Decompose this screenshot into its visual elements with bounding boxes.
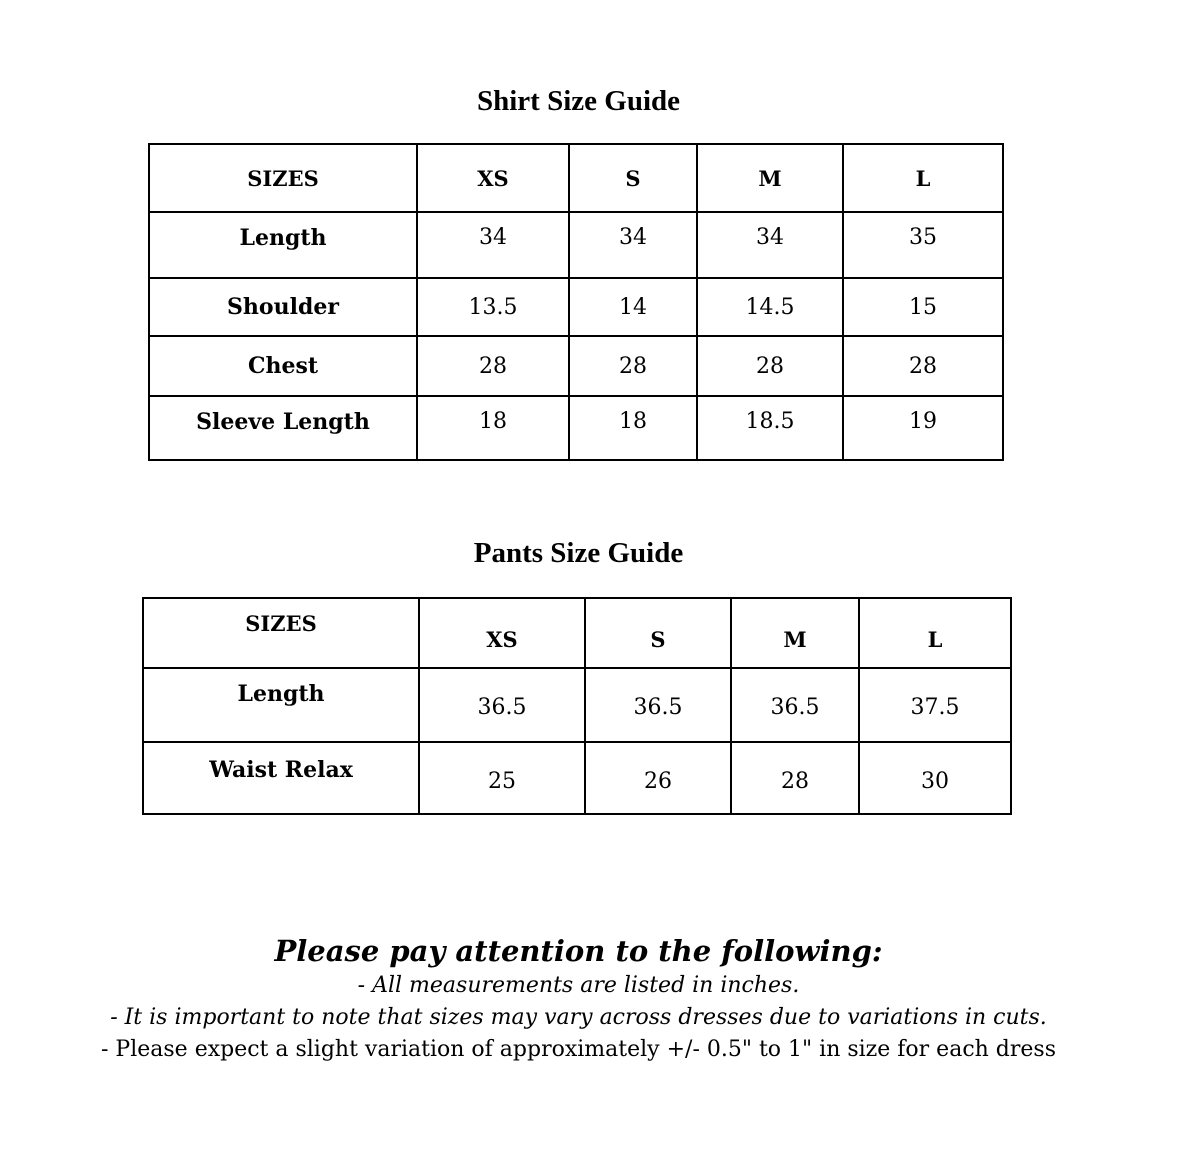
table-row bbox=[149, 336, 1003, 396]
table-row bbox=[143, 668, 1011, 742]
pants-cell: 25 bbox=[419, 742, 585, 814]
pants-header-sizes: SIZES bbox=[143, 598, 419, 668]
shirt-row-label: Chest bbox=[149, 336, 417, 396]
shirt-header-row bbox=[149, 144, 1003, 212]
shirt-cell: 28 bbox=[843, 336, 1003, 396]
shirt-header-s: S bbox=[569, 144, 697, 212]
pants-size-guide-title: Pants Size Guide bbox=[473, 537, 684, 569]
shirt-cell: 34 bbox=[569, 212, 697, 278]
pants-cell: 28 bbox=[731, 742, 859, 814]
pants-header-s: S bbox=[585, 598, 731, 668]
shirt-cell: 34 bbox=[697, 212, 843, 278]
shirt-cell: 15 bbox=[843, 278, 1003, 336]
shirt-cell: 14.5 bbox=[697, 278, 843, 336]
shirt-size-table bbox=[148, 143, 1004, 461]
shirt-cell: 14 bbox=[569, 278, 697, 336]
note-size-variation: - It is important to note that sizes may vary across dresses due to variations in cuts. bbox=[110, 1005, 1047, 1030]
shirt-cell: 18 bbox=[569, 396, 697, 460]
pants-row-label: Waist Relax bbox=[143, 742, 419, 814]
shirt-header-sizes: SIZES bbox=[149, 144, 417, 212]
shirt-cell: 34 bbox=[417, 212, 569, 278]
shirt-cell: 18.5 bbox=[697, 396, 843, 460]
pants-cell: 36.5 bbox=[731, 668, 859, 742]
shirt-cell: 35 bbox=[843, 212, 1003, 278]
notes-section bbox=[0, 932, 1157, 1066]
shirt-cell: 18 bbox=[417, 396, 569, 460]
shirt-header-l: L bbox=[843, 144, 1003, 212]
shirt-cell: 28 bbox=[569, 336, 697, 396]
pants-size-table bbox=[142, 597, 1012, 815]
note-measurements: - All measurements are listed in inches. bbox=[357, 973, 800, 998]
table-row bbox=[149, 396, 1003, 460]
table-row bbox=[143, 742, 1011, 814]
notes-heading: Please pay attention to the following: bbox=[274, 934, 883, 968]
table-row bbox=[149, 212, 1003, 278]
shirt-row-label: Length bbox=[149, 212, 417, 278]
pants-cell: 36.5 bbox=[585, 668, 731, 742]
shirt-cell: 19 bbox=[843, 396, 1003, 460]
pants-header-xs: XS bbox=[419, 598, 585, 668]
pants-cell: 37.5 bbox=[859, 668, 1011, 742]
pants-header-row bbox=[143, 598, 1011, 668]
note-approximate-variation: - Please expect a slight variation of approximately +/- 0.5" to 1" in size for each dress bbox=[100, 1037, 1056, 1062]
pants-cell: 36.5 bbox=[419, 668, 585, 742]
pants-row-label: Length bbox=[143, 668, 419, 742]
shirt-header-xs: XS bbox=[417, 144, 569, 212]
shirt-cell: 28 bbox=[697, 336, 843, 396]
pants-cell: 26 bbox=[585, 742, 731, 814]
shirt-size-guide-title: Shirt Size Guide bbox=[476, 85, 680, 117]
shirt-cell: 13.5 bbox=[417, 278, 569, 336]
shirt-row-label: Shoulder bbox=[149, 278, 417, 336]
pants-cell: 30 bbox=[859, 742, 1011, 814]
shirt-cell: 28 bbox=[417, 336, 569, 396]
pants-header-l: L bbox=[859, 598, 1011, 668]
shirt-row-label: Sleeve Length bbox=[149, 396, 417, 460]
table-row bbox=[149, 278, 1003, 336]
shirt-header-m: M bbox=[697, 144, 843, 212]
pants-header-m: M bbox=[731, 598, 859, 668]
